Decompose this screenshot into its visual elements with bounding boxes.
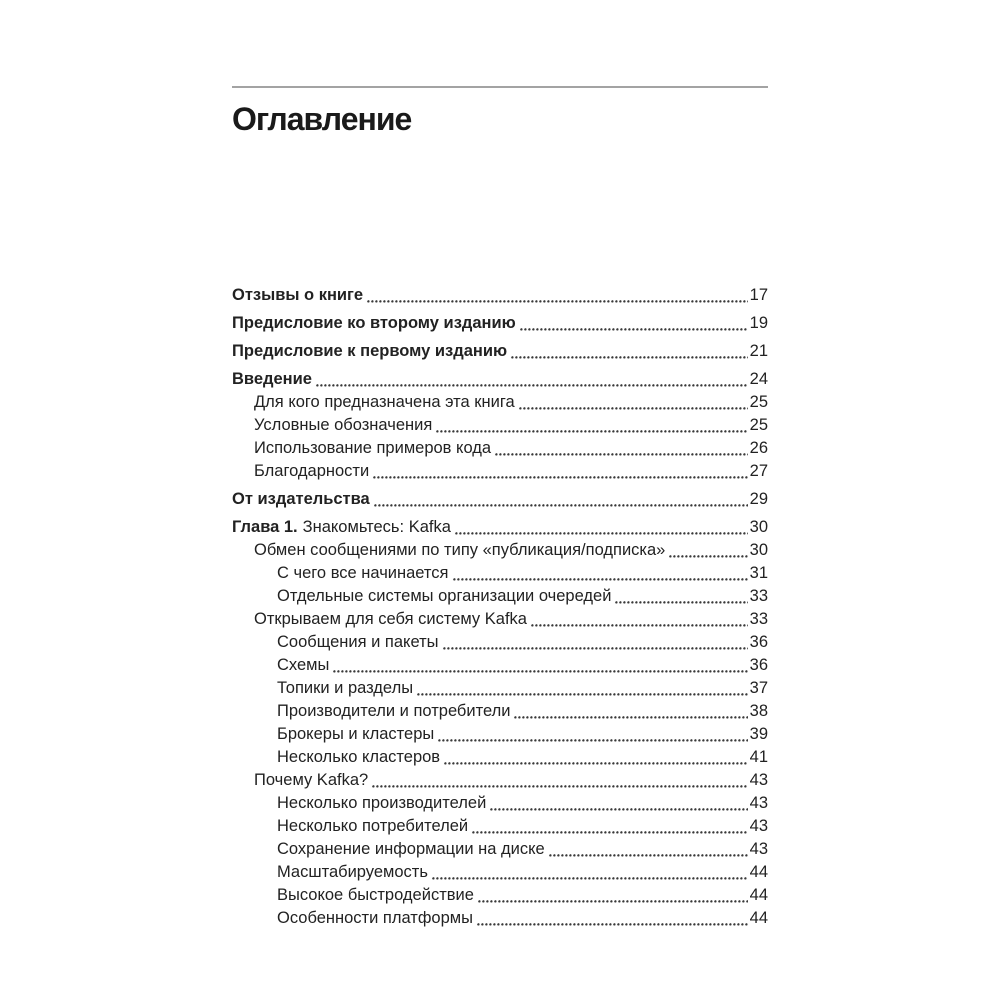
toc-entry-page-number: 43: [749, 817, 768, 835]
toc-entry-page-number: 21: [749, 342, 768, 360]
toc-entry-page-number: 37: [749, 679, 768, 697]
dot-leader: [490, 808, 747, 811]
dot-leader: [443, 647, 748, 650]
toc-entry-prefix: Глава 1.: [232, 518, 298, 536]
toc-entry-label: Сохранение информации на диске: [277, 840, 545, 858]
dot-leader: [372, 785, 747, 788]
toc-entry: [232, 284, 768, 307]
toc-entry: [232, 907, 768, 930]
toc-entry-label: Предисловие ко второму изданию: [232, 314, 516, 332]
toc-entry-page-number: 36: [749, 633, 768, 651]
toc-entry: [232, 861, 768, 884]
toc-entry-label: Открываем для себя систему Kafka: [254, 610, 527, 628]
toc-entry-page-number: 43: [749, 794, 768, 812]
dot-leader: [373, 476, 747, 479]
toc-entry-page-number: 44: [749, 863, 768, 881]
dot-leader: [333, 670, 747, 673]
toc-entry-label: Отдельные системы организации очередей: [277, 587, 612, 605]
dot-leader: [669, 555, 747, 558]
dot-leader: [477, 923, 748, 926]
toc-entry-label: Топики и разделы: [277, 679, 414, 697]
dot-leader: [436, 430, 747, 433]
toc-entry: [232, 884, 768, 907]
toc-entry-page-number: 43: [749, 771, 768, 789]
dot-leader: [519, 407, 748, 410]
toc-entry: [232, 838, 768, 861]
top-rule-divider: [232, 86, 768, 88]
toc-entry-label: Обмен сообщениями по типу «публикация/подписка»: [254, 541, 666, 559]
dot-leader: [520, 328, 748, 331]
toc-entry-label: Несколько производителей: [277, 794, 487, 812]
toc-entry: [232, 414, 768, 437]
toc-entry-label: С чего все начинается: [277, 564, 449, 582]
toc-entry: [232, 677, 768, 700]
toc-entry-page-number: 27: [749, 462, 768, 480]
dot-leader: [615, 601, 747, 604]
toc-entry-label: Масштабируемость: [277, 863, 428, 881]
toc-entry-label: От издательства: [232, 490, 370, 508]
toc-entry: [232, 723, 768, 746]
toc-entry: [232, 585, 768, 608]
toc-entry-label: Схемы: [277, 656, 330, 674]
toc-entry: [232, 746, 768, 769]
toc-entry-label: Введение: [232, 370, 312, 388]
dot-leader: [432, 877, 748, 880]
toc-entry-page-number: 36: [749, 656, 768, 674]
toc-entry-page-number: 38: [749, 702, 768, 720]
toc-entry-page-number: 25: [749, 393, 768, 411]
toc-entry: [232, 340, 768, 363]
toc-entry-page-number: 17: [749, 286, 768, 304]
dot-leader: [495, 453, 748, 456]
toc-page: [232, 0, 768, 930]
toc-entry-page-number: 44: [749, 909, 768, 927]
dot-leader: [444, 762, 748, 765]
toc-entry-label: Высокое быстродействие: [277, 886, 474, 904]
dot-leader: [438, 739, 747, 742]
toc-entry-label: Несколько кластеров: [277, 748, 441, 766]
toc-entry-label: Несколько потребителей: [277, 817, 469, 835]
dot-leader: [549, 854, 748, 857]
toc-entry-label: Использование примеров кода: [254, 439, 492, 457]
toc-entry-page-number: 33: [749, 610, 768, 628]
toc-entry-page-number: 41: [749, 748, 768, 766]
dot-leader: [453, 578, 748, 581]
toc-entry-label: Производители и потребители: [277, 702, 511, 720]
toc-entry-label: Благодарности: [254, 462, 370, 480]
dot-leader: [531, 624, 748, 627]
dot-leader: [417, 693, 748, 696]
toc-entry-page-number: 30: [749, 518, 768, 536]
toc-entry-label: Сообщения и пакеты: [277, 633, 439, 651]
toc-entry: [232, 631, 768, 654]
toc-entry-label: Брокеры и кластеры: [277, 725, 435, 743]
toc-entry-page-number: 30: [749, 541, 768, 559]
dot-leader: [374, 504, 748, 507]
toc-entry: [232, 516, 768, 539]
dot-leader: [514, 716, 747, 719]
toc-entry-page-number: 26: [749, 439, 768, 457]
toc-entry-page-number: 24: [749, 370, 768, 388]
toc-entry-page-number: 33: [749, 587, 768, 605]
toc-list: [232, 284, 768, 930]
toc-entry-page-number: 19: [749, 314, 768, 332]
toc-entry-page-number: 29: [749, 490, 768, 508]
toc-entry: [232, 608, 768, 631]
page-title: Оглавление: [232, 101, 412, 137]
toc-entry: [232, 368, 768, 391]
toc-entry-label: Особенности платформы: [277, 909, 473, 927]
dot-leader: [455, 532, 748, 535]
toc-entry: [232, 460, 768, 483]
toc-entry-page-number: 25: [749, 416, 768, 434]
dot-leader: [367, 300, 748, 303]
toc-entry: [232, 654, 768, 677]
toc-entry-label: Знакомьтесь: Kafka: [302, 518, 451, 536]
dot-leader: [316, 384, 748, 387]
toc-entry: [232, 437, 768, 460]
toc-entry-label: Предисловие к первому изданию: [232, 342, 508, 360]
toc-entry: [232, 792, 768, 815]
toc-entry: [232, 562, 768, 585]
toc-entry: [232, 815, 768, 838]
toc-entry-label: Почему Kafka?: [254, 771, 369, 789]
toc-entry-page-number: 39: [749, 725, 768, 743]
dot-leader: [472, 831, 748, 834]
toc-entry-page-number: 31: [749, 564, 768, 582]
toc-entry: [232, 539, 768, 562]
dot-leader: [511, 356, 748, 359]
toc-entry-label: Для кого предназначена эта книга: [254, 393, 515, 411]
toc-entry: [232, 700, 768, 723]
dot-leader: [478, 900, 748, 903]
toc-entry: [232, 488, 768, 511]
toc-entry: [232, 312, 768, 335]
toc-entry: [232, 769, 768, 792]
toc-entry-label: Отзывы о книге: [232, 286, 364, 304]
toc-entry: [232, 391, 768, 414]
toc-entry-page-number: 43: [749, 840, 768, 858]
toc-entry-label: Условные обозначения: [254, 416, 433, 434]
toc-entry-page-number: 44: [749, 886, 768, 904]
